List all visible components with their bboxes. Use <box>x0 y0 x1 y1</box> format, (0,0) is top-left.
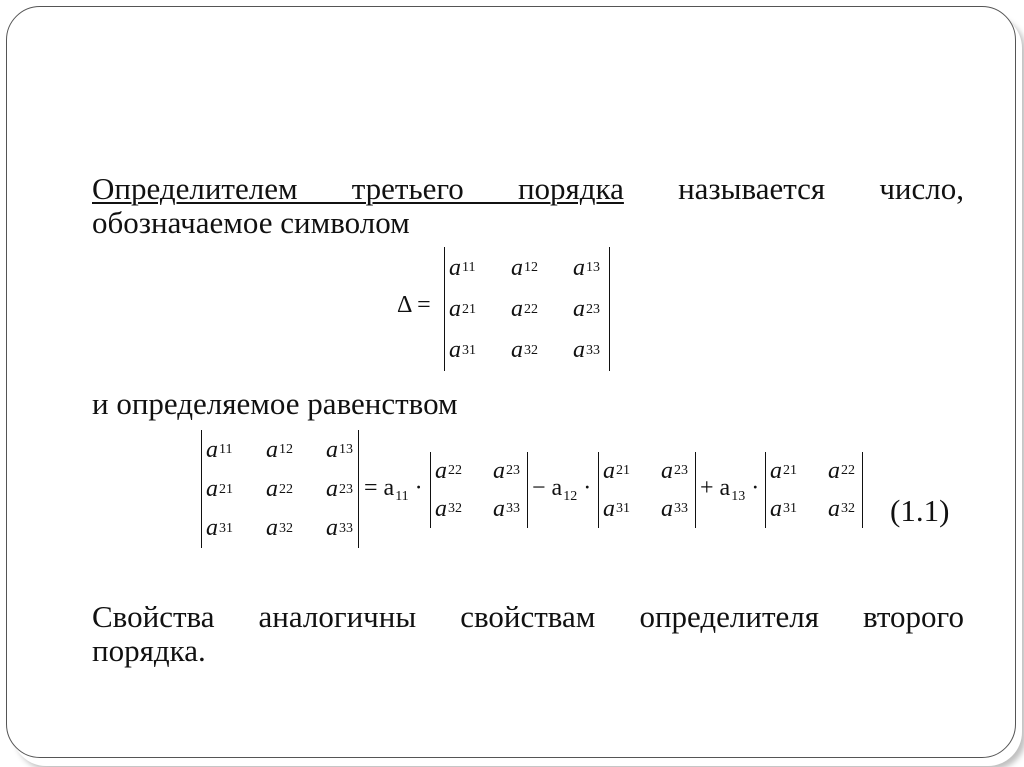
entry-letter: a <box>661 495 673 522</box>
entry-letter: a <box>661 457 673 484</box>
entry-letter: a <box>828 495 840 522</box>
definition-line-1 <box>92 172 964 206</box>
entry-subscript: 13 <box>339 442 353 457</box>
minor3-entry-a31 <box>770 490 828 528</box>
entry-subscript: 23 <box>586 301 600 317</box>
det-main-entry-a21 <box>449 289 511 330</box>
entry-subscript: 32 <box>524 342 538 358</box>
det-left-entry-a33 <box>326 509 364 548</box>
entry-letter: a <box>511 296 523 322</box>
minor1-entry-a23 <box>493 452 533 490</box>
definition-paragraph <box>92 172 964 240</box>
entry-letter: a <box>266 436 278 463</box>
entry-letter: a <box>435 457 447 484</box>
det-main-entry-a13 <box>573 247 615 289</box>
entry-subscript: 23 <box>339 481 353 497</box>
entry-subscript: 32 <box>841 501 855 516</box>
det-main-entry-a23 <box>573 289 615 330</box>
entry-subscript: 32 <box>279 520 293 536</box>
a12-subscript: 12 <box>563 489 578 504</box>
entry-subscript: 31 <box>783 501 797 516</box>
det-main-entry-a12 <box>511 247 573 289</box>
entry-subscript: 31 <box>219 520 233 536</box>
entry-subscript: 33 <box>506 501 520 516</box>
defined-term: Определителем третьего порядка <box>92 171 624 206</box>
entry-letter: a <box>266 515 278 541</box>
det-main-entry-a33 <box>573 330 615 371</box>
entry-subscript: 22 <box>448 463 462 478</box>
entry-letter: a <box>266 476 278 502</box>
minor-a12 <box>598 452 696 528</box>
entry-letter: a <box>449 254 461 281</box>
term-a13 <box>700 475 759 505</box>
minor-a13 <box>765 452 863 528</box>
entry-letter: a <box>449 296 461 322</box>
definition-line-2: обозначаемое символом <box>92 205 410 240</box>
dot-operator: · <box>414 475 423 501</box>
entry-letter: a <box>603 495 615 522</box>
equals-a: = a <box>364 475 395 501</box>
entry-letter: a <box>511 254 523 281</box>
properties-paragraph <box>92 600 964 668</box>
entry-letter: a <box>326 436 338 463</box>
properties-line-1: Свойства аналогичны свойствам определителя второго <box>92 599 964 634</box>
entry-subscript: 33 <box>339 520 353 536</box>
a13-subscript: 13 <box>731 489 746 504</box>
entry-subscript: 33 <box>586 342 600 358</box>
minor2-entry-a21 <box>603 452 661 490</box>
entry-subscript: 21 <box>462 301 476 317</box>
entry-subscript: 22 <box>841 463 855 478</box>
entry-subscript: 21 <box>783 463 797 478</box>
equation-number: (1.1) <box>890 493 950 528</box>
entry-letter: a <box>573 296 585 322</box>
entry-subscript: 31 <box>616 501 630 516</box>
minor3-entry-a32 <box>828 490 868 528</box>
term-a11 <box>364 475 423 505</box>
delta-equals: Δ = <box>397 292 431 318</box>
entry-subscript: 12 <box>279 442 293 457</box>
entry-letter: a <box>511 337 523 363</box>
entry-subscript: 23 <box>506 463 520 478</box>
entry-subscript: 21 <box>219 481 233 497</box>
det-main-entry-a22 <box>511 289 573 330</box>
det-left-entry-a13 <box>326 430 364 470</box>
definition-rest: называется число, <box>623 171 964 206</box>
entry-letter: a <box>206 515 218 541</box>
entry-letter: a <box>435 495 447 522</box>
det-left-entry-a32 <box>266 509 326 548</box>
entry-letter: a <box>326 515 338 541</box>
entry-letter: a <box>493 457 505 484</box>
entry-subscript: 12 <box>524 260 538 275</box>
entry-subscript: 11 <box>219 442 233 457</box>
term-a12 <box>532 475 591 505</box>
entry-subscript: 33 <box>674 501 688 516</box>
minor2-entry-a33 <box>661 490 701 528</box>
entry-letter: a <box>828 457 840 484</box>
entry-letter: a <box>206 476 218 502</box>
entry-subscript: 21 <box>616 463 630 478</box>
entry-subscript: 23 <box>674 463 688 478</box>
det-left-entry-a12 <box>266 430 326 470</box>
minor2-entry-a31 <box>603 490 661 528</box>
minor1-entry-a22 <box>435 452 493 490</box>
minor3-entry-a22 <box>828 452 868 490</box>
dot-operator-3: · <box>751 475 760 501</box>
det-left-entry-a22 <box>266 470 326 509</box>
det-main-entry-a32 <box>511 330 573 371</box>
entry-subscript: 32 <box>448 501 462 516</box>
entry-letter: a <box>493 495 505 522</box>
equality-intro: и определяемое равенством <box>92 386 458 421</box>
entry-letter: a <box>206 436 218 463</box>
entry-letter: a <box>573 337 585 363</box>
entry-subscript: 22 <box>524 301 538 317</box>
minus-a: − a <box>532 475 563 501</box>
entry-letter: a <box>326 476 338 502</box>
entry-letter: a <box>573 254 585 281</box>
det-main-entry-a11 <box>449 247 511 289</box>
determinant-3x3 <box>444 247 610 371</box>
entry-letter: a <box>770 495 782 522</box>
minor1-entry-a33 <box>493 490 533 528</box>
det-left-entry-a11 <box>206 430 266 470</box>
minor1-entry-a32 <box>435 490 493 528</box>
dot-operator-2: · <box>583 475 592 501</box>
det-left-entry-a23 <box>326 470 364 509</box>
entry-subscript: 31 <box>462 342 476 358</box>
det-left-entry-a31 <box>206 509 266 548</box>
minor3-entry-a21 <box>770 452 828 490</box>
a11-subscript: 11 <box>395 489 409 504</box>
properties-line-2: порядка. <box>92 633 206 668</box>
entry-letter: a <box>770 457 782 484</box>
minor-a11 <box>430 452 528 528</box>
entry-letter: a <box>603 457 615 484</box>
entry-subscript: 11 <box>462 260 476 275</box>
det-left-entry-a21 <box>206 470 266 509</box>
entry-subscript: 22 <box>279 481 293 497</box>
det-main-entry-a31 <box>449 330 511 371</box>
entry-subscript: 13 <box>586 260 600 275</box>
plus-a: + a <box>700 475 731 501</box>
determinant-3x3-left <box>201 430 359 548</box>
minor2-entry-a23 <box>661 452 701 490</box>
entry-letter: a <box>449 337 461 363</box>
